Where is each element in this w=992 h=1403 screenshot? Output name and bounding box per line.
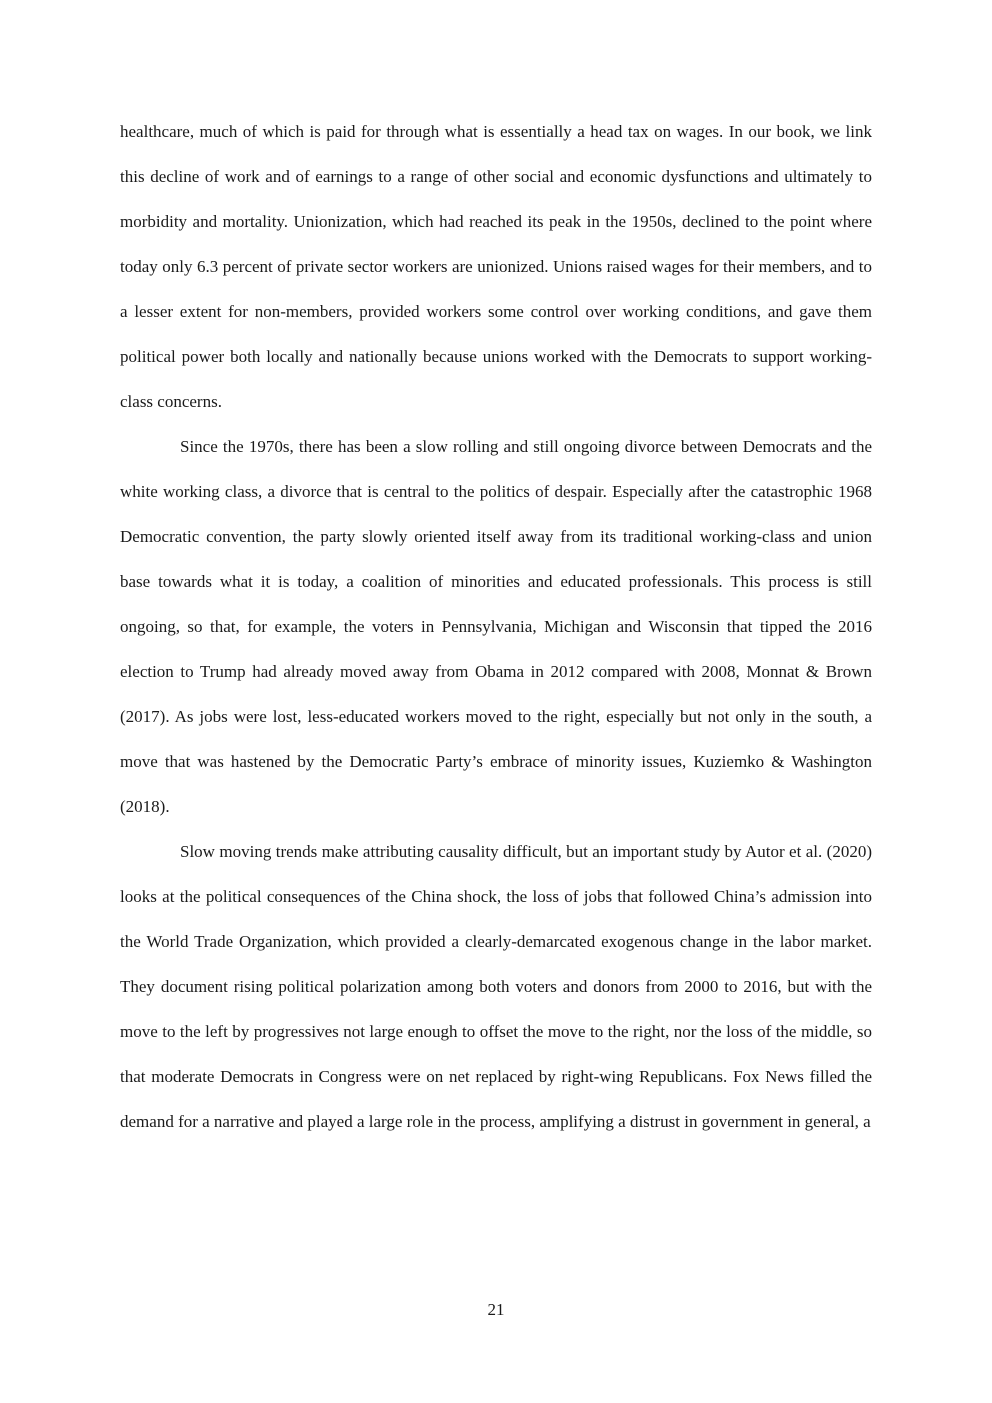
paragraph-3: Slow moving trends make attributing causality difficult, but an important study by Autor et al. (2020) looks at the political consequences of the China shock, the loss of jobs that followed China’s admission into the World Trade Organization, which provided a clearly-demarcated exogenous change in the labor market. They document rising political polarization among both voters and donors from 2000 to 2016, but with the move to the left by progressives not large enough to offset the move to the right, nor the loss of the middle, so that moderate Democrats in Congress were on net replaced by right-wing Republicans. Fox News filled the demand for a narrative and played a large role in the process, amplifying a distrust in government in general, a bbox=[120, 842, 872, 1131]
page-number: 21 bbox=[487, 1300, 505, 1319]
paragraph-1: healthcare, much of which is paid for through what is essentially a head tax on wages. In our book, we link this decline of work and of earnings to a range of other social and economic dysfunctions and ultimately to morbidity and mortality. Unionization, which had reached its peak in the 1950s, declined to the point where today only 6.3 percent of private sector workers are unionized. Unions raised wages for their members, and to a lesser extent for non-members, provided workers some control over working conditions, and gave them political power both locally and nationally because unions worked with the Democrats to support working-class concerns. bbox=[120, 122, 872, 411]
paragraph-2: Since the 1970s, there has been a slow rolling and still ongoing divorce between Democrats and the white working class, a divorce that is central to the politics of despair. Especially after the catastrophic 1968 Democratic convention, the party slowly oriented itself away from its traditional working-class and union base towards what it is today, a coalition of minorities and educated professionals. This process is still ongoing, so that, for example, the voters in Pennsylvania, Michigan and Wisconsin that tipped the 2016 election to Trump had already moved away from Obama in 2012 compared with 2008, Monnat & Brown (2017). As jobs were lost, less-educated workers moved to the right, especially but not only in the south, a move that was hastened by the Democratic Party’s embrace of minority issues, Kuziemko & Washington (2018). bbox=[120, 437, 872, 816]
body-text bbox=[120, 109, 872, 1144]
